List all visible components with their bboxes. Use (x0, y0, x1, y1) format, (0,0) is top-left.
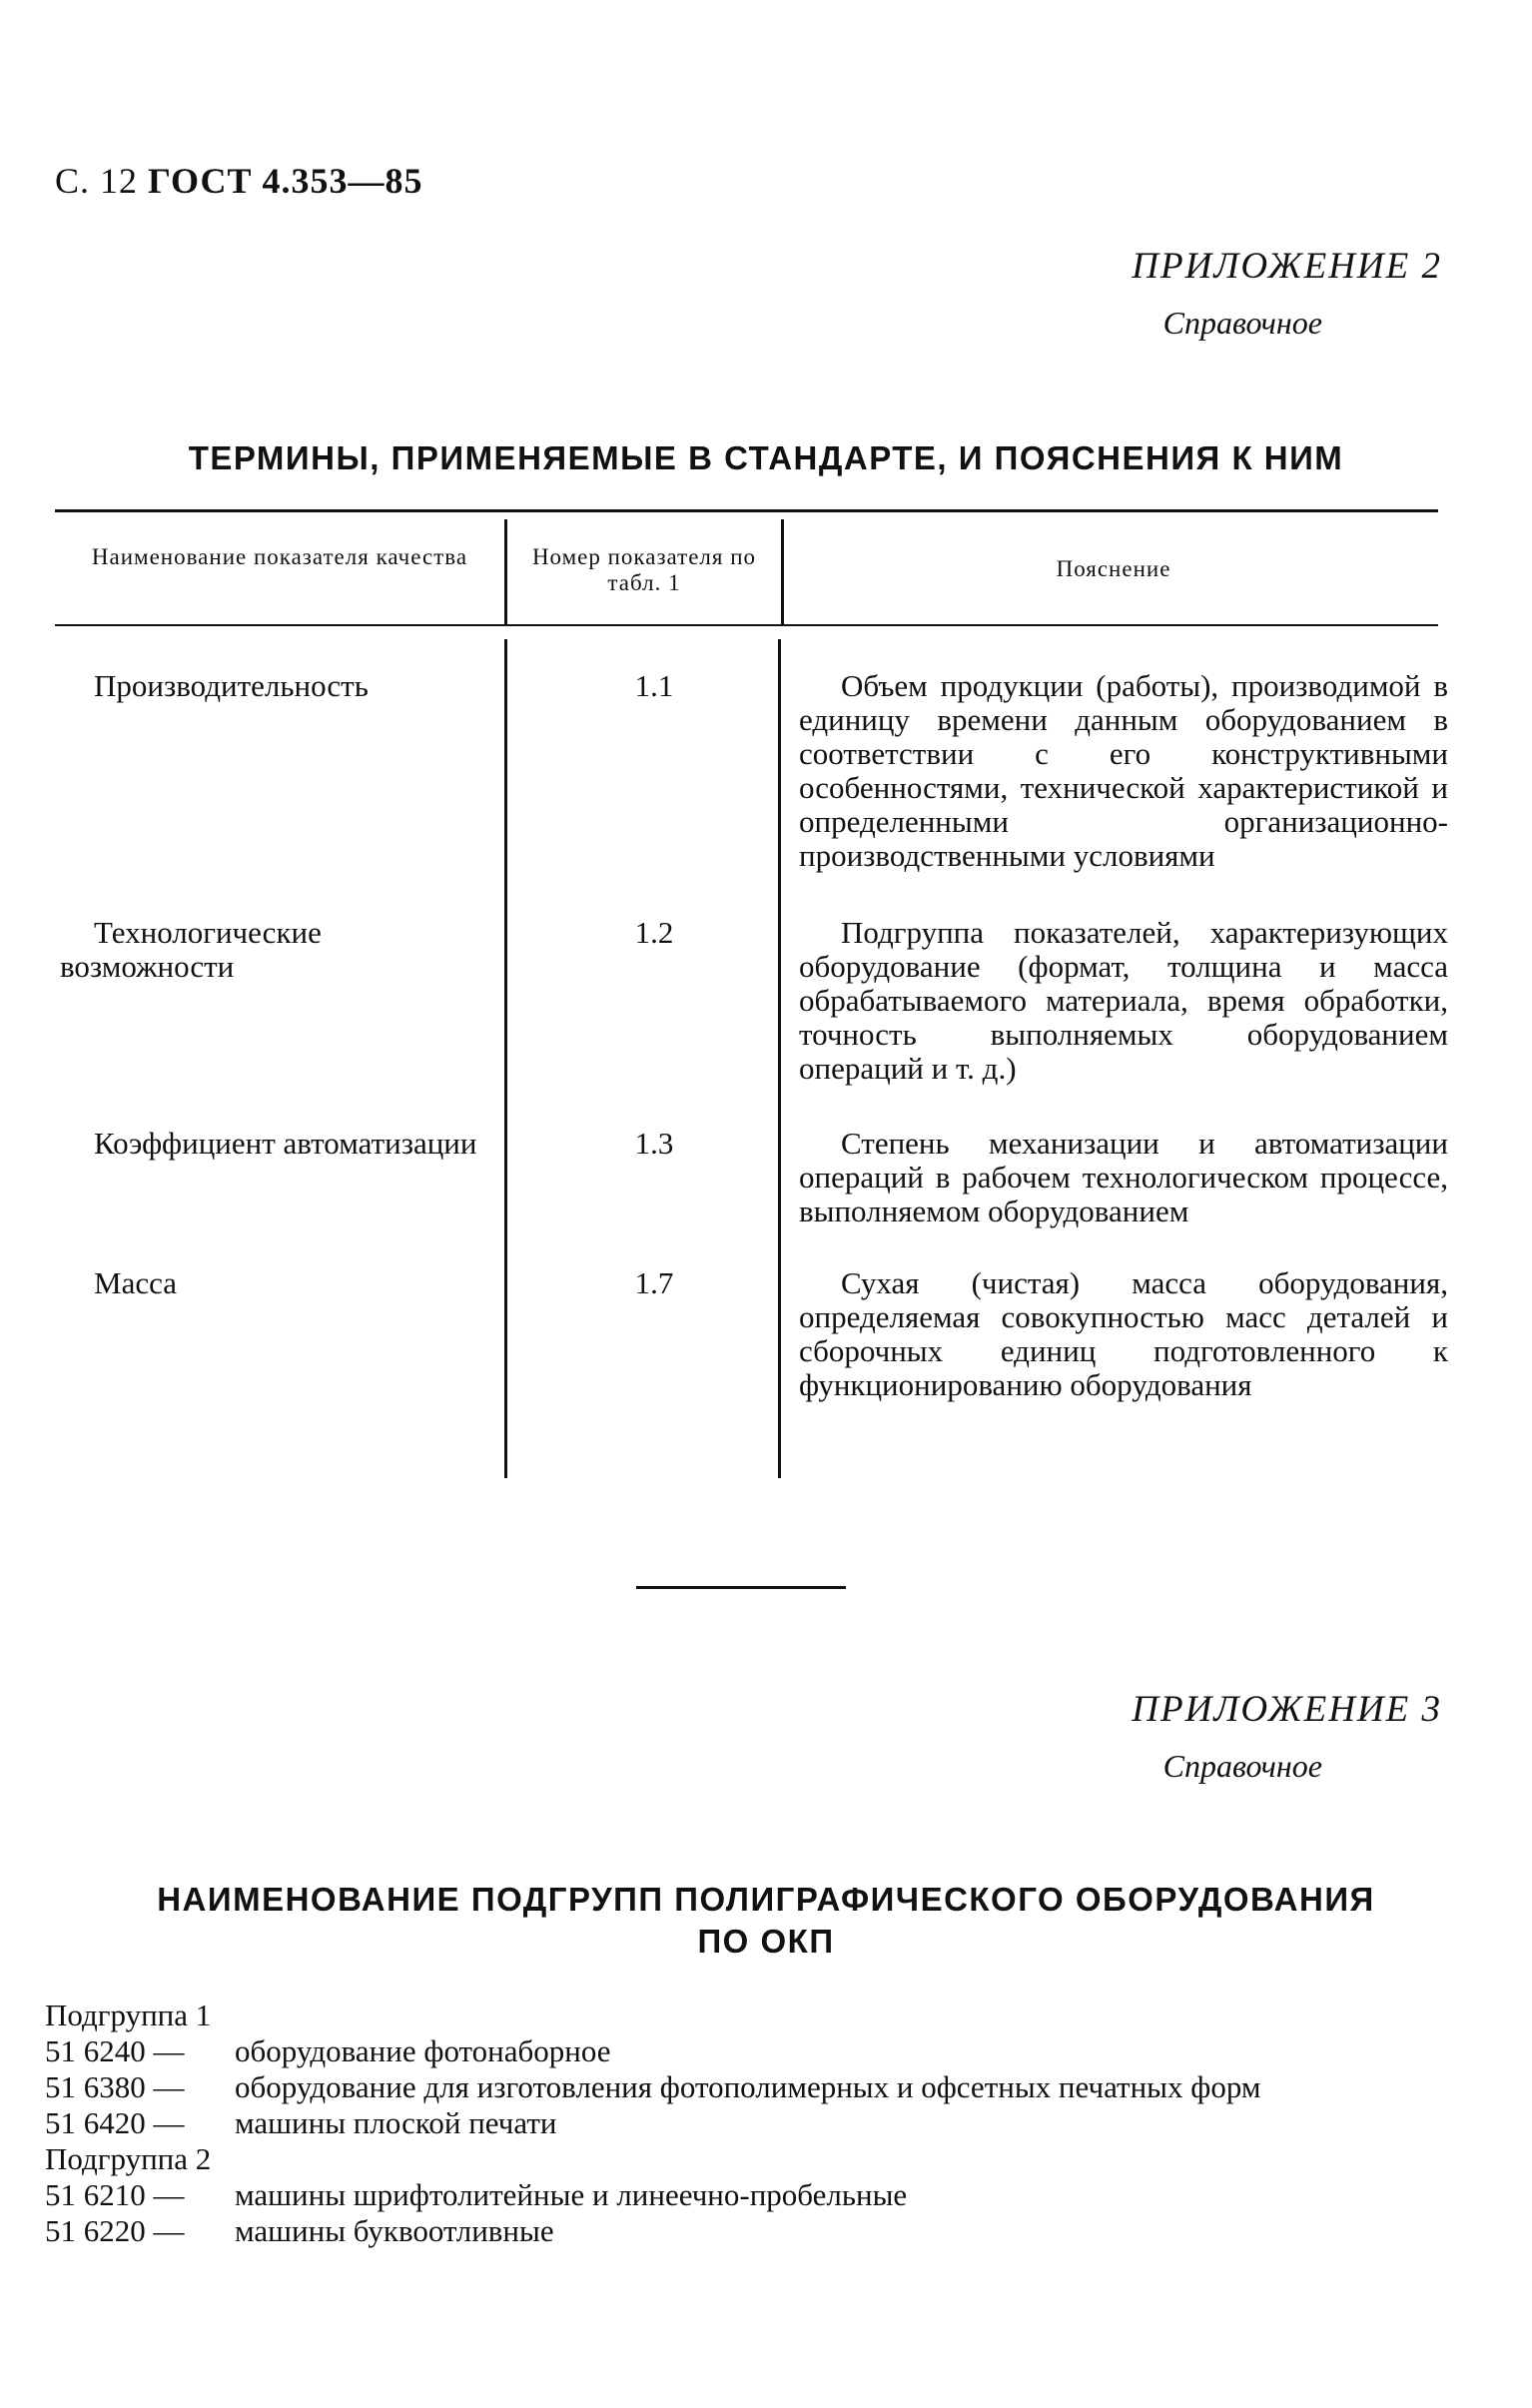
row-4-name: Масса (94, 1265, 177, 1300)
column-header-number: Номер показателя по табл. 1 (531, 544, 757, 595)
item-text: оборудование фотонаборное (235, 2033, 611, 2068)
list-item (45, 2213, 1483, 2249)
appendix-3-subtitle: Справочное (1162, 1748, 1322, 1784)
appendix-2-heading: ТЕРМИНЫ, ПРИМЕНЯЕМЫЕ В СТАНДАРТЕ, И ПОЯСНЕНИЯ К НИМ (188, 439, 1344, 476)
subgroup-2-label: Подгруппа 2 (45, 2141, 212, 2176)
row-2-explanation: Подгруппа показателей, характеризующих оборудование (формат, толщина и масса обрабатываемого материала, время обработки, точность выполняемых оборудованием операций и т. д.) (799, 915, 1448, 1086)
appendix-3-heading-line1: НАИМЕНОВАНИЕ ПОДГРУПП ПОЛИГРАФИЧЕСКОГО ОБОРУДОВАНИЯ (157, 1881, 1375, 1918)
row-3-number: 1.3 (634, 1126, 674, 1161)
document-id: ГОСТ 4.353—85 (148, 161, 423, 201)
item-text: оборудование для изготовления фотополимерных и офсетных печатных форм (235, 2069, 1261, 2104)
list-item (45, 2177, 1483, 2213)
item-code: 51 6380 — (45, 2069, 185, 2104)
table-header-rule (55, 624, 1438, 626)
item-text: машины шрифтолитейные и линеечно-пробельные (235, 2177, 908, 2212)
table-divider-1-header (504, 519, 507, 624)
appendix-2-title: ПРИЛОЖЕНИЕ 2 (1132, 246, 1442, 287)
subgroup-1-label: Подгруппа 1 (45, 1998, 212, 2032)
row-4-number: 1.7 (634, 1265, 674, 1300)
subgroup-list (45, 1998, 1483, 2249)
appendix-3-heading-line2: ПО ОКП (697, 1923, 835, 1960)
table-divider-2 (778, 639, 781, 1478)
row-3-name: Коэффициент автоматизации (94, 1126, 477, 1161)
row-2-number: 1.2 (634, 915, 674, 950)
row-1-explanation: Объем продукции (работы), производимой в единицу времени данным оборудованием в соответствии с его конструктивными особенностями, технической характеристикой и определенными организационно-производственными условиями (799, 668, 1448, 873)
page-number: С. 12 (55, 161, 139, 201)
item-code: 51 6240 — (45, 2033, 185, 2068)
row-3-explanation: Степень механизации и автоматизации операций в рабочем технологическом процессе, выполняемом оборудованием (799, 1126, 1448, 1228)
item-text: машины буквоотливные (235, 2213, 554, 2248)
row-4-explanation: Сухая (чистая) масса оборудования, определяемая совокупностью масс деталей и сборочных единиц подготовленного к функционированию оборудования (799, 1265, 1448, 1402)
appendix-2-subtitle: Справочное (1162, 305, 1322, 341)
appendix-3-title: ПРИЛОЖЕНИЕ 3 (1132, 1689, 1442, 1730)
section-separator (636, 1586, 846, 1589)
list-item (45, 2069, 1483, 2105)
row-2-name: Технологические возможности (60, 915, 322, 984)
row-1-name: Производительность (94, 668, 369, 703)
list-item (45, 2033, 1483, 2069)
column-header-name: Наименование показателя качества (91, 544, 468, 569)
item-code: 51 6420 — (45, 2105, 185, 2140)
page-header (55, 160, 422, 202)
table-divider-2-header (781, 519, 784, 624)
row-1-number: 1.1 (634, 668, 674, 703)
column-header-explanation: Пояснение (1056, 556, 1171, 581)
item-text: машины плоской печати (235, 2105, 557, 2140)
item-code: 51 6220 — (45, 2213, 185, 2248)
list-item (45, 2105, 1483, 2141)
item-code: 51 6210 — (45, 2177, 185, 2212)
table-top-rule (55, 509, 1438, 512)
table-divider-1 (504, 639, 507, 1478)
